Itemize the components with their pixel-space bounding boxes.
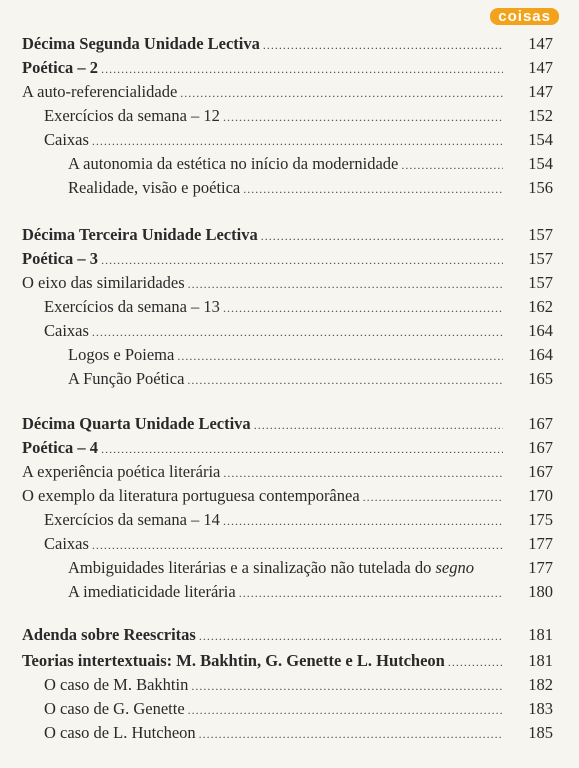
toc-entry-title-text: Ambiguidades literárias e a sinalização não tutelada do: [68, 558, 432, 577]
toc-entry-title: [68, 558, 474, 578]
dot-leader: [261, 226, 503, 246]
toc-entry-title: O eixo das similaridades: [22, 273, 185, 292]
dot-leader: [263, 35, 503, 55]
toc-entry[interactable]: [0, 699, 579, 720]
toc-entry-page: 182: [528, 675, 553, 694]
toc-entry-title: Décima Terceira Unidade Lectiva: [22, 225, 258, 244]
toc-entry[interactable]: [0, 273, 579, 294]
dot-leader: [401, 155, 503, 175]
watermark-logo: coisas: [490, 8, 559, 25]
dot-leader: [243, 179, 503, 199]
toc-entry-title: Adenda sobre Reescritas: [22, 625, 196, 644]
toc-entry-page: 185: [528, 723, 553, 742]
toc-entry-page: 181: [528, 651, 553, 670]
toc-entry[interactable]: [0, 510, 579, 531]
dot-leader: [199, 626, 503, 646]
toc-entry[interactable]: [0, 58, 579, 79]
dot-leader: [223, 107, 503, 127]
toc-entry-title: Poética – 2: [22, 58, 99, 77]
toc-entry[interactable]: [0, 369, 579, 390]
dot-leader: [180, 83, 503, 103]
toc-entry-title: A Função Poética: [68, 369, 185, 388]
toc-entry-page: 157: [528, 225, 553, 244]
toc-entry[interactable]: [0, 438, 579, 459]
toc-entry-page: 177: [528, 534, 553, 553]
toc-entry-page: 183: [528, 699, 553, 718]
toc-entry-page: 167: [528, 438, 553, 457]
dot-leader: [223, 463, 503, 483]
toc-entry[interactable]: [0, 154, 579, 175]
toc-entry-page: 180: [528, 582, 553, 601]
dot-leader: [254, 415, 503, 435]
toc-entry-title: A experiência poética literária: [22, 462, 221, 481]
toc-entry-title: Teorias intertextuais: M. Bakhtin, G. Genette e L. Hutcheon: [22, 651, 445, 670]
toc-entry-page: 156: [528, 178, 553, 197]
dot-leader: [187, 370, 503, 390]
toc-entry-title: Caixas: [44, 130, 89, 149]
toc-entry-page: 167: [528, 414, 553, 433]
toc-entry-title: Décima Quarta Unidade Lectiva: [22, 414, 251, 433]
toc-entry-page: 164: [528, 321, 553, 340]
dot-leader: [448, 652, 503, 672]
toc-entry[interactable]: [0, 225, 579, 246]
toc-entry[interactable]: [0, 582, 579, 603]
toc-entry-page: 175: [528, 510, 553, 529]
toc-entry-page: 154: [528, 154, 553, 173]
dot-leader: [223, 298, 503, 318]
toc-entry[interactable]: [0, 723, 579, 744]
dot-leader: [101, 439, 503, 459]
dot-leader: [177, 346, 503, 366]
toc-entry-title: Realidade, visão e poética: [68, 178, 241, 197]
toc-entry-page: 152: [528, 106, 553, 125]
toc-entry[interactable]: [0, 462, 579, 483]
toc-entry[interactable]: [0, 486, 579, 507]
toc-entry-title: A imediaticidade literária: [68, 582, 236, 601]
toc-entry-page: 181: [528, 625, 553, 644]
dot-leader: [92, 131, 503, 151]
toc-entry-title-italic: segno: [435, 558, 474, 577]
dot-leader: [101, 59, 503, 79]
toc-entry[interactable]: [0, 534, 579, 555]
toc-entry[interactable]: [0, 414, 579, 435]
toc-entry-page: 165: [528, 369, 553, 388]
dot-leader: [188, 700, 503, 720]
toc-entry[interactable]: [0, 34, 579, 55]
toc-entry[interactable]: [0, 558, 579, 579]
dot-leader: [239, 583, 503, 603]
dot-leader: [92, 322, 503, 342]
toc-entry[interactable]: [0, 321, 579, 342]
toc-entry-page: 157: [528, 273, 553, 292]
toc-entry-title: O caso de L. Hutcheon: [44, 723, 196, 742]
toc-entry[interactable]: [0, 82, 579, 103]
dot-leader: [199, 724, 503, 744]
toc-entry-title: Exercícios da semana – 12: [44, 106, 220, 125]
toc-entry-title: Exercícios da semana – 13: [44, 297, 220, 316]
toc-entry-title: A auto-referencialidade: [22, 82, 178, 101]
toc-entry-page: 157: [528, 249, 553, 268]
toc-entry-page: 162: [528, 297, 553, 316]
toc-entry[interactable]: [0, 625, 579, 646]
toc-entry-title: Caixas: [44, 321, 89, 340]
toc-entry[interactable]: [0, 130, 579, 151]
toc-entry-title: Caixas: [44, 534, 89, 553]
toc-entry-title: O caso de G. Genette: [44, 699, 185, 718]
dot-leader: [92, 535, 503, 555]
toc-entry-page: 147: [528, 34, 553, 53]
toc-entry-title: Décima Segunda Unidade Lectiva: [22, 34, 260, 53]
toc-entry[interactable]: [0, 675, 579, 696]
toc-entry[interactable]: [0, 345, 579, 366]
toc-entry[interactable]: [0, 651, 579, 672]
toc-entry-page: 170: [528, 486, 553, 505]
toc-entry-page: 164: [528, 345, 553, 364]
dot-leader: [188, 274, 503, 294]
toc-entry-page: 167: [528, 462, 553, 481]
toc-entry-title: Logos e Poiema: [68, 345, 175, 364]
toc-entry-page: 154: [528, 130, 553, 149]
toc-entry-page: 147: [528, 82, 553, 101]
toc-entry-title: Poética – 4: [22, 438, 99, 457]
toc-entry[interactable]: [0, 106, 579, 127]
toc-entry[interactable]: [0, 178, 579, 199]
toc-entry-title: O exemplo da literatura portuguesa contemporânea: [22, 486, 360, 505]
toc-entry[interactable]: [0, 297, 579, 318]
toc-entry-title: Exercícios da semana – 14: [44, 510, 220, 529]
toc-entry-title: Poética – 3: [22, 249, 99, 268]
toc-entry-title: O caso de M. Bakhtin: [44, 675, 189, 694]
toc-entry[interactable]: [0, 249, 579, 270]
toc-entry-page: 147: [528, 58, 553, 77]
dot-leader: [363, 487, 503, 507]
dot-leader: [191, 676, 503, 696]
dot-leader: [223, 511, 503, 531]
toc-entry-page: 177: [528, 558, 553, 577]
toc-entry-title: A autonomia da estética no início da modernidade: [68, 154, 399, 173]
dot-leader: [101, 250, 503, 270]
